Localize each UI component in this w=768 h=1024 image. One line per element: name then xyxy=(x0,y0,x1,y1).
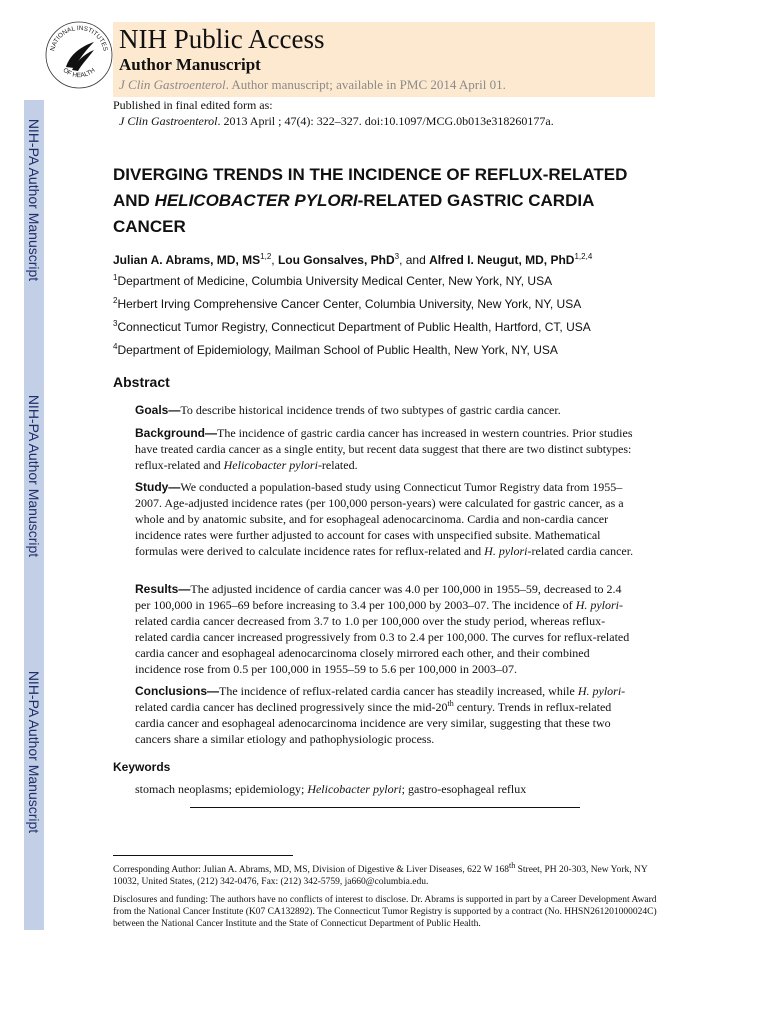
abstract-background: Background—The incidence of gastric cardia cancer has increased in western countries. Prior studies have treated cardia cancer as a single entity, but recent data suggest that there are two distinct subtypes: reflux-related and Helicobacter pylori-related. xyxy=(135,426,633,472)
affiliation-4: $^4$Department of Epidemiology, Mailman School of Public Health, New York, NY, USA xyxy=(113,342,558,357)
published-info xyxy=(113,97,554,129)
abstract-conclusions: Conclusions—The incidence of reflux-related cardia cancer has steadily increased, while H. pylori-related cardia cancer has declined progressively since the mid-20th century. Trends in reflux-related cardia cancer and esophageal adenocarcinoma incidence are very similar, suggesting that these two cancers share a similar etiology and pathophysiologic process. xyxy=(135,684,626,746)
affiliation-2: $^2$Herbert Irving Comprehensive Cancer Center, Columbia University, New York, NY, USA xyxy=(113,296,582,311)
corresponding-author-note: Corresponding Author: Julian A. Abrams, MD, MS, Division of Digestive & Liver Diseases, 622 W 168th Street, PH 20-303, New York, NY 10032, United States, (212) 342-0476, Fax: (212) 342-5759, ja660@columbia.edu. xyxy=(113,860,648,887)
published-citation: J Clin Gastroenterol. 2013 April ; 47(4): 322–327. doi:10.1097/MCG.0b013e318260177a. xyxy=(119,114,554,128)
banner-title: NIH Public Access xyxy=(119,24,325,54)
author-list: Julian A. Abrams, MD, MS$^{1,2}$, Lou Gonsalves, PhD$^3$, and Alfred I. Neugut, MD, PhD$^{1,2,4}$ xyxy=(113,252,593,267)
abstract-results: Results—The adjusted incidence of cardia cancer was 4.0 per 100,000 in 1955–59, decreased to 2.4 per 100,000 in 1965–69 before increasing to 3.4 per 100,000 by 2003–07. The incidence of H. pylori-related cardia cancer decreased from 3.7 to 1.0 per 100,000 over the study period, whereas reflux-related cardia cancer increased progressively from 0.3 to 2.4 per 100,000. The curves for reflux-related cardia cancer and esophageal adenocarcinoma closely mirrored each other, and their combined incidence rose from 0.5 per 100,000 in 1955–59 to 5.6 per 100,000 in 2003–07. xyxy=(135,582,630,676)
nih-public-access-banner xyxy=(113,22,655,97)
svg-text:NATIONAL INSTITUTES: NATIONAL INSTITUTES xyxy=(49,24,109,52)
section-divider xyxy=(190,807,580,808)
affiliation-1: $^1$Department of Medicine, Columbia University Medical Center, New York, NY, USA xyxy=(113,273,553,288)
abstract-study: Study—We conducted a population-based study using Connecticut Tumor Registry data from 1955–2007. Age-adjusted incidence rates (per 100,000 person-years) were calculated for gastric cancer, as a whole and by anatomic subsite, and for esophageal adenocarcinoma. Cardia and non-cardia cancer incidence rates were further adjusted to account for cases with unspecified subsite. Mathematical formulas were derived to calculate incidence rates for reflux-related and H. pylori-related cardia cancer. xyxy=(135,480,634,558)
nih-logo-icon xyxy=(44,20,114,90)
keywords-list: stomach neoplasms; epidemiology; Helicobacter pylori; gastro-esophageal reflux xyxy=(135,782,527,796)
affiliation-3: $^3$Connecticut Tumor Registry, Connecticut Department of Public Health, Hartford, CT, USA xyxy=(113,319,591,334)
banner-subtitle: Author Manuscript xyxy=(119,55,261,74)
article-title: DIVERGING TRENDS IN THE INCIDENCE OF REFLUX-RELATED AND HELICOBACTER PYLORI-RELATED GASTRIC CARDIA CANCER xyxy=(113,165,628,236)
abstract-heading: Abstract xyxy=(113,374,170,390)
svg-text:OF HEALTH: OF HEALTH xyxy=(61,66,97,80)
keywords-heading: Keywords xyxy=(113,760,171,774)
abstract-goals: Goals—To describe historical incidence trends of two subtypes of gastric cardia cancer. xyxy=(135,403,561,417)
published-label: Published in final edited form as: xyxy=(113,98,273,112)
disclosures-note: Disclosures and funding: The authors have no conflicts of interest to disclose. Dr. Abrams is supported in part by a Career Development Award from the National Cancer Institute (K07 CA132892). The Connecticut Tumor Registry is supported by a contract (No. HHSN261201000024C) between the National Cancer Institute and the State of Connecticut Department of Public Health. xyxy=(113,895,657,929)
banner-citation: J Clin Gastroenterol. Author manuscript; available in PMC 2014 April 01. xyxy=(119,77,506,92)
footnote-divider xyxy=(113,855,293,856)
